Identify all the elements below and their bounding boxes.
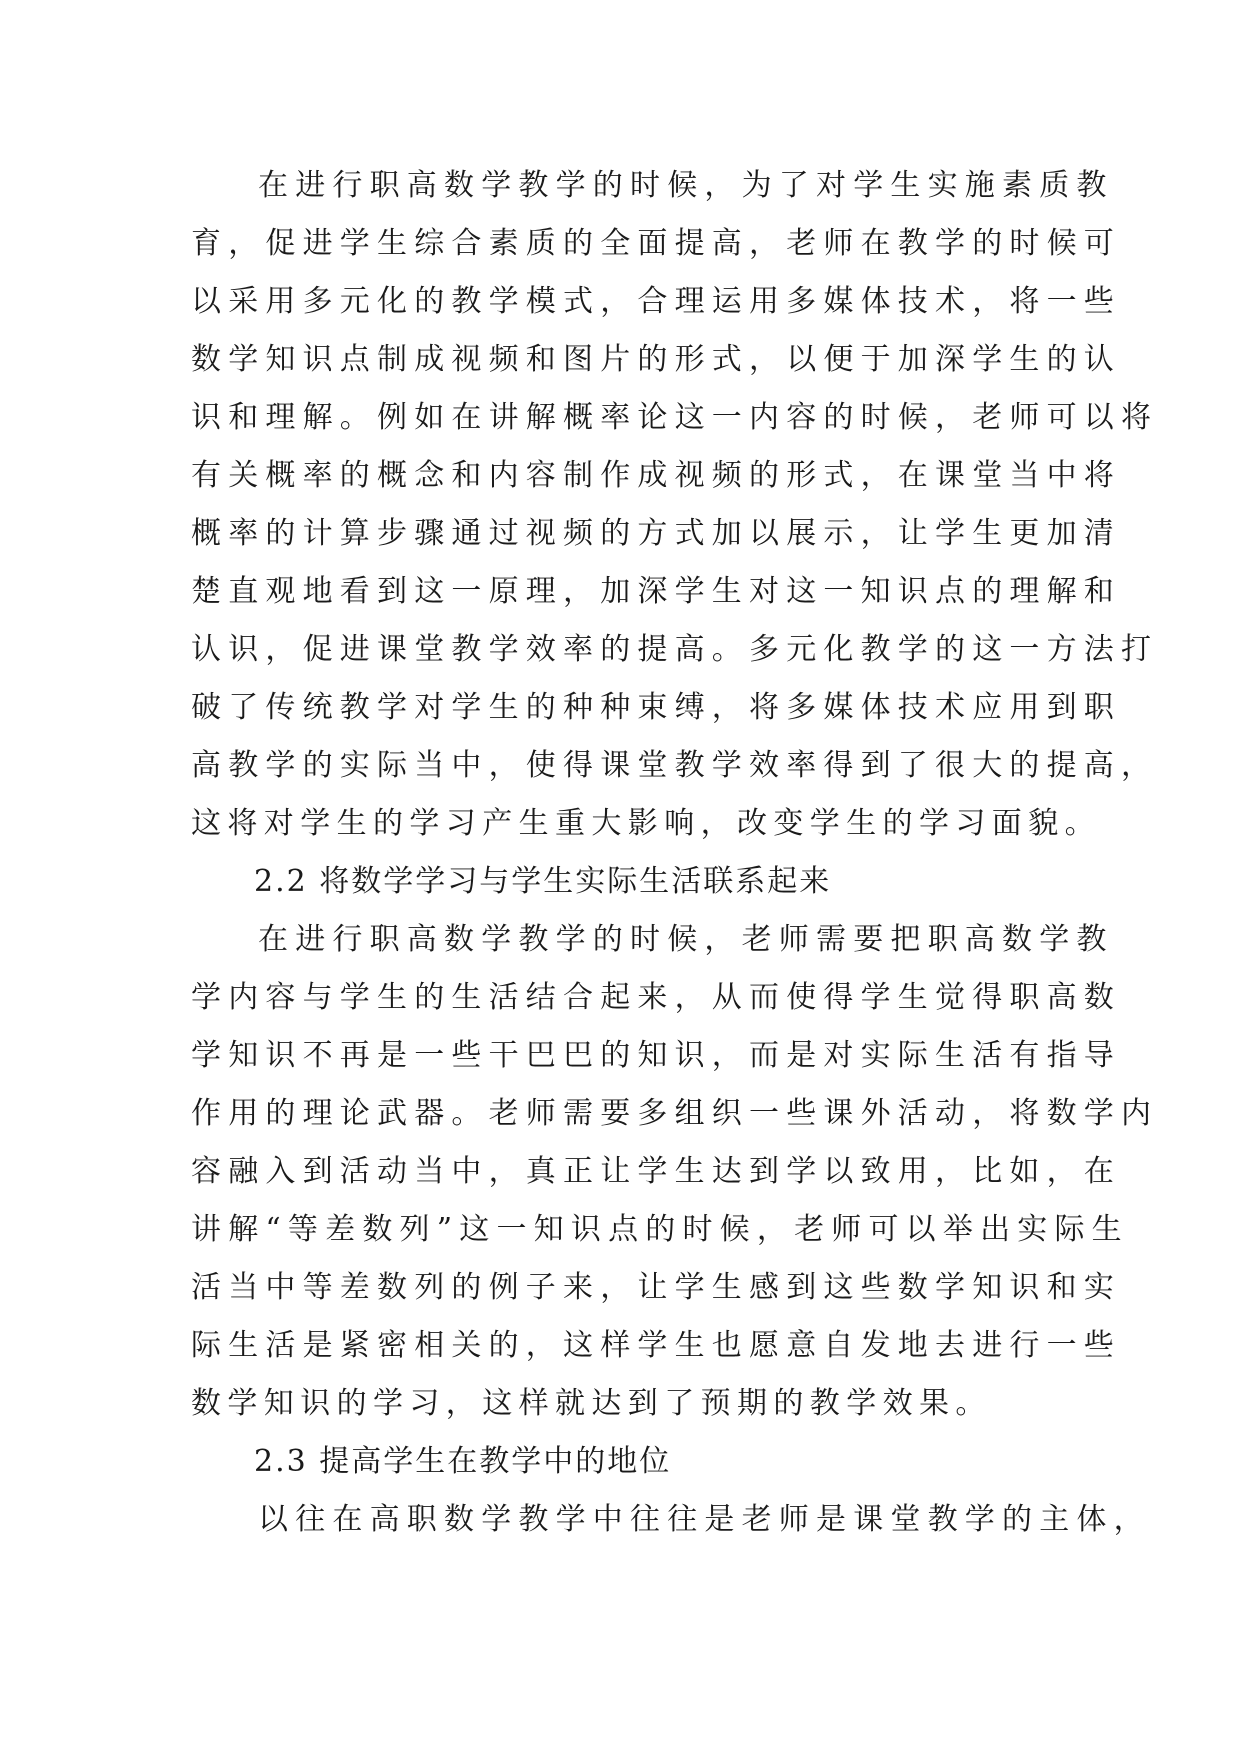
paragraph-line: 际生活是紧密相关的，这样学生也愿意自发地去进行一些 (191, 1328, 1121, 1363)
paragraph-line: 在进行职高数学教学的时候，老师需要把职高数学教 (258, 922, 1114, 957)
paragraph-line: 育，促进学生综合素质的全面提高，老师在教学的时候可 (191, 226, 1121, 261)
paragraph-line: 高教学的实际当中，使得课堂教学效率得到了很大的提高， (191, 748, 1159, 783)
paragraph-line: 数学知识点制成视频和图片的形式，以便于加深学生的认 (191, 342, 1121, 377)
paragraph-line: 学知识不再是一些干巴巴的知识，而是对实际生活有指导 (191, 1038, 1121, 1073)
paragraph-line: 活当中等差数列的例子来，让学生感到这些数学知识和实 (191, 1270, 1121, 1305)
paragraph-line: 这将对学生的学习产生重大影响，改变学生的学习面貌。 (191, 806, 1101, 841)
paragraph-line: 容融入到活动当中，真正让学生达到学以致用，比如，在 (191, 1154, 1121, 1189)
paragraph-line: 识和理解。例如在讲解概率论这一内容的时候，老师可以将 (191, 400, 1159, 435)
paragraph-line: 学内容与学生的生活结合起来，从而使得学生觉得职高数 (191, 980, 1121, 1015)
paragraph-line: 有关概率的概念和内容制作成视频的形式，在课堂当中将 (191, 458, 1121, 493)
paragraph-line: 以往在高职数学教学中往往是老师是课堂教学的主体， (258, 1502, 1151, 1537)
paragraph-line: 作用的理论武器。老师需要多组织一些课外活动，将数学内 (191, 1096, 1159, 1131)
paragraph-line: 以采用多元化的教学模式，合理运用多媒体技术，将一些 (191, 284, 1121, 319)
paragraph-line: 楚直观地看到这一原理，加深学生对这一知识点的理解和 (191, 574, 1121, 609)
section-heading-2-3: 2.3 提高学生在教学中的地位 (254, 1444, 672, 1479)
paragraph-line: 概率的计算步骤通过视频的方式加以展示，让学生更加清 (191, 516, 1121, 551)
paragraph-line: 破了传统教学对学生的种种束缚，将多媒体技术应用到职 (191, 690, 1121, 725)
section-heading-2-2: 2.2 将数学学习与学生实际生活联系起来 (254, 864, 832, 899)
paragraph-line: 认识，促进课堂教学效率的提高。多元化教学的这一方法打 (191, 632, 1159, 667)
paragraph-line: 讲解“等差数列”这一知识点的时候，老师可以举出实际生 (191, 1212, 1129, 1247)
paragraph-line: 在进行职高数学教学的时候，为了对学生实施素质教 (258, 168, 1114, 203)
paragraph-line: 数学知识的学习，这样就达到了预期的教学效果。 (191, 1386, 992, 1421)
